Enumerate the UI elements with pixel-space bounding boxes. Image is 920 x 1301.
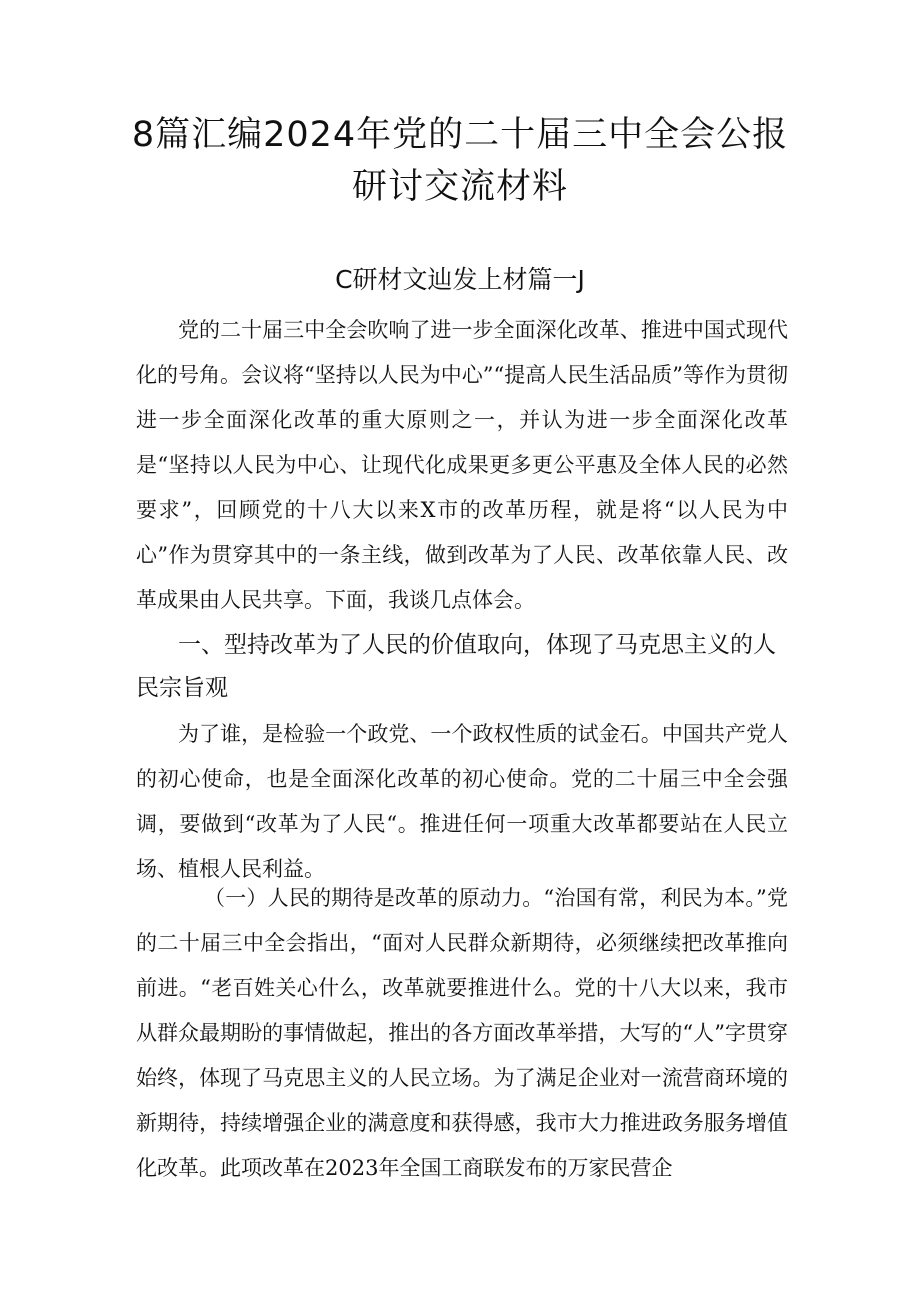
intro-paragraph: 党的二十届三中全会吹响了进一步全面深化改革、推进中国式现代化的号角。会议将“坚持以人民为中心”“提高人民生活品质”等作为贯彻进一步全面深化改革的重大原则之一，并认为进一步全面深化改革是“坚持以人民为中心、让现代化成果更多更公平惠及全体人民的必然要求”，回顾党的十八大以来X市的改革历程，就是将“以人民为中心”作为贯穿其中的一条主线，做到改革为了人民、改革依靠人民、改革成果由人民共享。下面，我谈几点体会。 (136, 318, 788, 612)
body-paragraph-2: 为了谁，是检验一个政党、一个政权性质的试金石。中国共产党人的初心使命，也是全面深化改革的初心使命。党的二十届三中全会强调，要做到“改革为了人民“。推进任何一项重大改革都要站在人民立场、植根人民利益。 (136, 722, 788, 881)
body-paragraph-3: （一）人民的期待是改革的原动力。“治国有常，利民为本。”党的二十届三中全会指出，“面对人民群众新期待，必须继续把改革推向前进。“老百姓关心什么，改革就要推进什么。党的十八大以来，我市从群众最期盼的事情做起，推出的各方面改革举措，大写的“人”字贯穿始终，体现了马克思主义的人民立场。为了满足企业对一流营商环境的新期待，持续增强企业的满意度和获得感，我市大力推进政务服务增值化改革。此项改革在2023年全国工商联发布的万家民营企 (136, 886, 788, 1180)
section-subtitle: C研材文辿发上材篇一J (335, 265, 585, 294)
section-heading-1: 一、型持改革为了人民的价值取向，体现了马克思主义的人民宗旨观 (136, 632, 776, 701)
document-title-line2: 研讨交流材料 (351, 167, 568, 207)
document-title-line1: 8篇汇编2024年党的二十届三中全会公报 (131, 115, 789, 155)
